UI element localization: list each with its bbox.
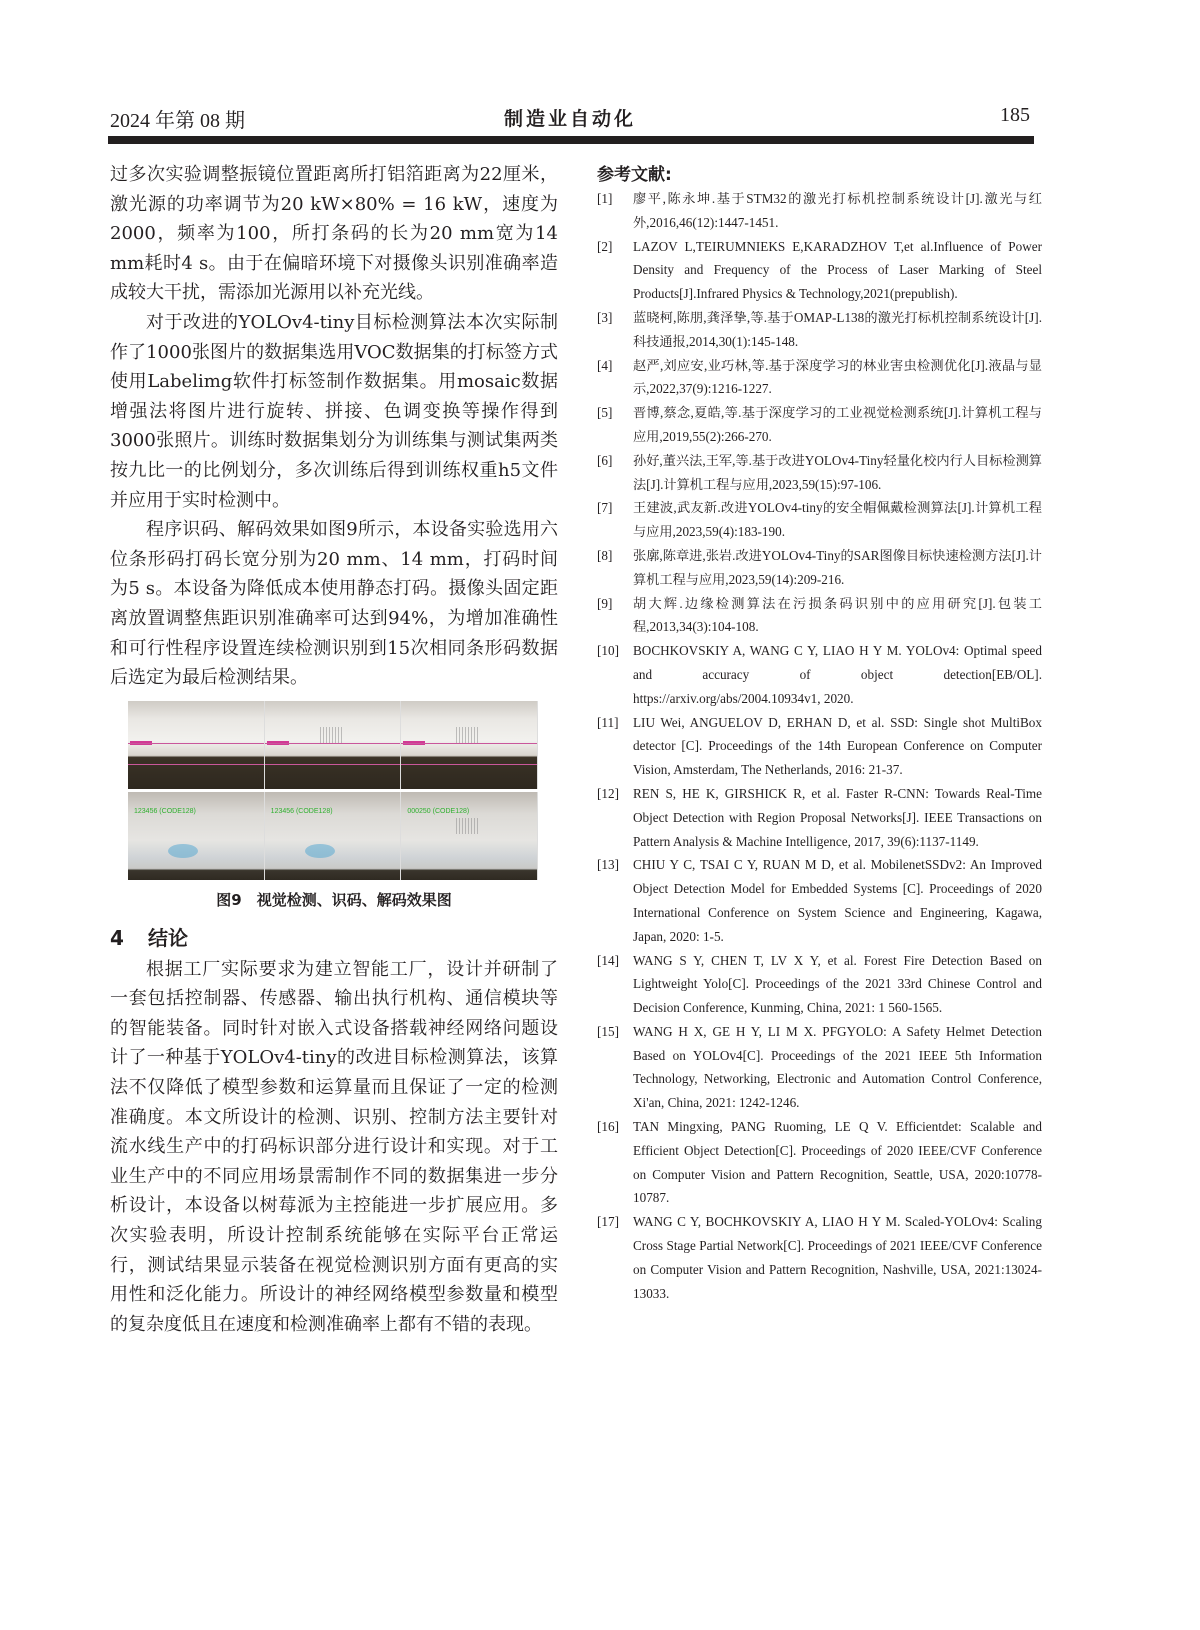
barcode-graphic <box>456 727 480 743</box>
reference-index: [16] <box>597 1119 619 1135</box>
reference-item <box>597 306 1042 354</box>
reference-item <box>597 1210 1042 1305</box>
decode-result-label: 123456 (CODE128) <box>270 807 333 815</box>
reference-index: [7] <box>597 500 613 516</box>
reference-index: [14] <box>597 952 619 968</box>
detection-box-edge <box>265 764 401 765</box>
reference-index: [10] <box>597 643 619 659</box>
reference-text: 胡大辉.边缘检测算法在污损条码识别中的应用研究[J].包装工程,2013,34(3):104-108. <box>633 595 1042 635</box>
reference-text: WANG C Y, BOCHKOVSKIY A, LIAO H Y M. Scaled-YOLOv4: Scaling Cross Stage Partial Network[C]. Proceedings of 2021 IEEE/CVF Conference on Computer Vision and Pattern Recognition, Nashville, USA, 2021:13024-13033. <box>633 1214 1042 1301</box>
body-paragraph: 程序识码、解码效果如图9所示，本设备实验选用六位条形码打码长宽分别为20 mm、14 mm，打码时间为5 s。本设备为降低成本使用静态打码。摄像头固定距离放置调整焦距识别准确率可达到94%，为增加准确性和可行性程序设置连续检测识别到15次相同条形码数据后选定为最后检测结果。 <box>110 519 558 689</box>
reference-text: 孙好,董兴法,王军,等.基于改进YOLOv4-Tiny轻量化校内行人目标检测算法[J].计算机工程与应用,2023,59(15):97-106. <box>633 452 1042 492</box>
decoding-photo <box>265 792 402 880</box>
decode-result-label: 000250 (CODE128) <box>407 807 470 815</box>
section-number: 4 <box>110 925 124 950</box>
reference-item <box>597 1020 1042 1115</box>
detection-box-edge <box>401 764 537 765</box>
detection-box-edge <box>401 743 537 744</box>
detection-photo <box>265 701 402 789</box>
page-header <box>110 104 1030 134</box>
reference-text: WANG H X, GE H Y, LI M X. PFGYOLO: A Safety Helmet Detection Based on YOLOv4[C]. Proceedings of the 2021 IEEE 5th Information Technology, Networking, Electronic and Automation Control Conference, Xi'an, China, 2021: 1242-1246. <box>633 1023 1042 1111</box>
reflection-patch <box>305 844 335 858</box>
body-paragraph: 过多次实验调整振镜位置距离所打铝箔距离为22厘米，激光源的功率调节为20 kW×80% = 16 kW，速度为2000，频率为100，所打条码的长为20 mm宽为14 mm耗时4 s。由于在偏暗环境下对摄像头识别准确率造成较大干扰，需添加光源用以补充光线。 <box>110 164 558 304</box>
decode-result-label: 123456 (CODE128) <box>134 807 196 815</box>
reference-text: CHIU Y C, TSAI C Y, RUAN M D, et al. MobilenetSSDv2: An Improved Object Detection Model for Embedded Systems [C]. Proceedings of 2020 International Conference on System Science and Engineering, Kagawa, Japan, 2020: 1-5. <box>633 857 1042 944</box>
figure-row-decoding <box>128 792 538 880</box>
reference-text: 蓝晓柯,陈朋,龚泽挚,等.基于OMAP-L138的激光打标机控制系统设计[J].科技通报,2014,30(1):145-148. <box>633 309 1042 349</box>
reference-item <box>597 354 1042 402</box>
detection-box-edge <box>128 764 264 765</box>
detection-box-edge <box>128 743 264 744</box>
section-title: 结论 <box>148 925 188 950</box>
barcode-graphic <box>456 818 480 834</box>
reference-item <box>597 187 1042 235</box>
page-number: 185 <box>1000 104 1030 126</box>
left-column <box>110 160 558 1339</box>
journal-title: 制造业自动化 <box>503 108 636 130</box>
figure-9 <box>128 701 538 880</box>
reference-index: [12] <box>597 785 619 801</box>
reference-text: LIU Wei, ANGUELOV D, ERHAN D, et al. SSD: Single shot MultiBox detector [C]. Proceedings of the 14th European Conference on Computer Vision, Amsterdam, The Netherlands, 2016: 21-37. <box>633 714 1042 778</box>
decoding-photo <box>128 792 265 880</box>
reference-text: BOCHKOVSKIY A, WANG C Y, LIAO H Y M. YOLOv4: Optimal speed and accuracy of object detection[EB/OL]. https://arxiv.org/abs/2004.10934v1, 2020. <box>633 643 1042 706</box>
reference-item <box>597 639 1042 710</box>
detection-photo <box>128 701 265 789</box>
reference-item <box>597 711 1042 782</box>
reference-index: [11] <box>597 714 619 730</box>
reference-index: [4] <box>597 357 613 373</box>
conclusion-paragraph: 根据工厂实际要求为建立智能工厂，设计并研制了一套包括控制器、传感器、输出执行机构、通信模块等的智能装备。同时针对嵌入式设备搭载神经网络问题设计了一种基于YOLOv4-tiny的改进目标检测算法，该算法不仅降低了模型参数和运算量而且保证了一定的检测准确度。本文所设计的检测、识别、控制方法主要针对流水线生产中的打码标识部分进行设计和实现。对于工业生产中的不同应用场景需制作不同的数据集进一步分析设计，本设备以树莓派为主控能进一步扩展应用。多次实验表明，所设计控制系统能够在实际平台正常运行，测试结果显示装备在视觉检测识别方面有更高的实用性和泛化能力。所设计的神经网络模型参数量和模型的复杂度低且在速度和检测准确率上都有不错的表现。 <box>110 958 558 1335</box>
decoding-photo <box>401 792 538 880</box>
reference-item <box>597 1115 1042 1210</box>
figure-row-detection <box>128 701 538 789</box>
reference-index: [3] <box>597 309 613 325</box>
reference-text: LAZOV L,TEIRUMNIEKS E,KARADZHOV T,et al.Influence of Power Density and Frequency of the Process of Laser Marking of Steel Products[J].Infrared Physics & Technology,2021(prepublish). <box>633 238 1042 302</box>
reference-item <box>597 449 1042 497</box>
reflection-patch <box>168 844 198 858</box>
reference-index: [8] <box>597 547 613 563</box>
reference-index: [1] <box>597 191 613 206</box>
reference-item <box>597 401 1042 449</box>
reference-text: 王建波,武友新.改进YOLOv4-tiny的安全帽佩戴检测算法[J].计算机工程与应用,2023,59(4):183-190. <box>633 500 1042 540</box>
body-paragraph: 对于改进的YOLOv4-tiny目标检测算法本次实际制作了1000张图片的数据集选用VOC数据集的打标签方式使用Labelimg软件打标签制作数据集。用mosaic数据增强法将图片进行旋转、拼接、色调变换等操作得到3000张照片。训练时数据集划分为训练集与测试集两类按九比一的比例划分，多次训练后得到训练权重h5文件并应用于实时检测中。 <box>110 311 558 511</box>
reference-index: [15] <box>597 1023 619 1039</box>
detection-box-edge <box>265 743 401 744</box>
reference-item <box>597 949 1042 1020</box>
reference-index: [9] <box>597 595 613 611</box>
reference-item <box>597 782 1042 853</box>
reference-text: 赵严,刘应安,业巧林,等.基于深度学习的林业害虫检测优化[J].液晶与显示,2022,37(9):1216-1227. <box>633 357 1042 397</box>
reference-item <box>597 853 1042 948</box>
detection-photo <box>401 701 538 789</box>
references-column <box>597 160 1042 1305</box>
reference-text: 廖平,陈永坤.基于STM32的激光打标机控制系统设计[J].激光与红外,2016,46(12):1447-1451. <box>633 191 1042 230</box>
figure-caption: 图9 视觉检测、识码、解码效果图 <box>216 890 452 909</box>
section-heading <box>110 922 558 951</box>
reference-text: 张廓,陈章进,张岩.改进YOLOv4-Tiny的SAR图像目标快速检测方法[J].计算机工程与应用,2023,59(14):209-216. <box>633 547 1042 587</box>
reference-item <box>597 235 1042 306</box>
reference-item <box>597 544 1042 592</box>
reference-index: [2] <box>597 238 613 254</box>
reference-text: TAN Mingxing, PANG Ruoming, LE Q V. Efficientdet: Scalable and Efficient Object Detection[C]. Proceedings of 2020 IEEE/CVF Conference on Computer Vision and Pattern Recognition, Seattle, USA, 2020:10778-10787. <box>633 1119 1042 1206</box>
reference-item <box>597 496 1042 544</box>
reference-index: [17] <box>597 1214 619 1230</box>
reference-text: WANG S Y, CHEN T, LV X Y, et al. Forest Fire Detection Based on Lightweight Yolo[C]. Proceedings of the 2021 33rd Chinese Control and Decision Conference, Kunming, China, 2021: 1 560-1565. <box>633 952 1042 1016</box>
reference-index: [6] <box>597 452 613 468</box>
reference-item <box>597 592 1042 640</box>
references-heading: 参考文献: <box>597 165 672 185</box>
header-rule <box>108 136 1034 144</box>
issue-label: 2024 年第 08 期 <box>110 110 245 132</box>
barcode-graphic <box>320 727 344 743</box>
reference-index: [13] <box>597 857 619 873</box>
reference-text: REN S, HE K, GIRSHICK R, et al. Faster R-CNN: Towards Real-Time Object Detection with Region Proposal Networks[J]. IEEE Transactions on Pattern Analysis & Machine Intelligence, 2017, 39(6):1137-1149. <box>633 785 1042 849</box>
reference-index: [5] <box>597 405 613 421</box>
reference-text: 晋博,蔡念,夏皓,等.基于深度学习的工业视觉检测系统[J].计算机工程与应用,2019,55(2):266-270. <box>633 405 1042 444</box>
